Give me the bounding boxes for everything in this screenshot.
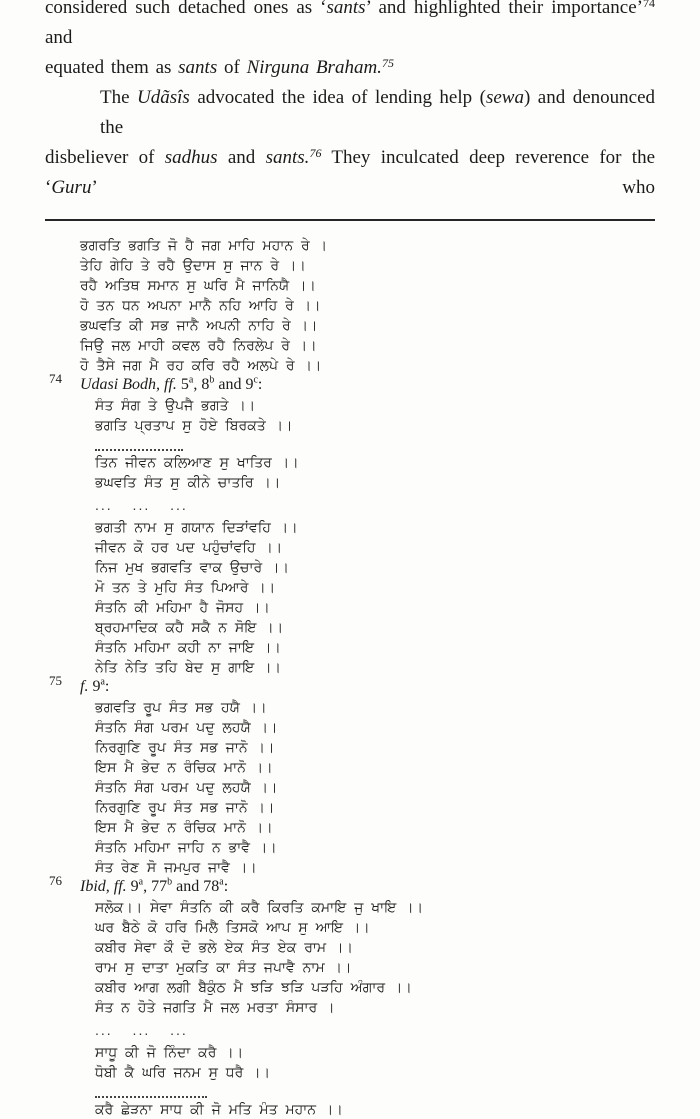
text-run: equated them as: [45, 57, 179, 78]
gurmukhi-verse-line: ਭਗਤਿ ਪ੍ਰਤਾਪ ਸੁ ਹੋਏ ਬਿਰਕਤੇ ।।: [95, 417, 293, 433]
text-run: :: [223, 878, 229, 895]
footnote-source: [80, 375, 655, 395]
footnote-number: 75: [49, 673, 62, 688]
gurmukhi-verse-line: ਤੇਹਿ ਗੇਹਿ ਤੇ ਰਹੈ ਉਦਾਸ ਸੁ ਜਾਨ ਰੇ ।।: [80, 257, 306, 273]
gurmukhi-verse-line: ਭਘਵਤਿ ਕੀ ਸਭ ਜਾਨੈ ਅਪਨੀ ਨਾਹਿ ਰੇ ।।: [80, 317, 318, 333]
body-paragraph-line: [45, 143, 655, 203]
omission-dotted-separator: [95, 438, 655, 450]
gurmukhi-verse-line: ਰਹੈ ਅਤਿਥ ਸਮਾਨ ਸੁ ਘਰਿ ਮੈ ਜਾਨਿਯੈ ।।: [80, 277, 316, 293]
text-run: and: [45, 27, 73, 48]
gurmukhi-verse-line: ਇਸ ਮੈ ਭੇਦ ਨ ਰੰਚਿਕ ਮਾਨੋ ।।: [95, 819, 273, 835]
gurmukhi-verse-line: ਸੰਤਨਿ ਮਹਿਮਾ ਜਾਹਿ ਨ ਭਾਵੈ ।।: [95, 839, 277, 855]
gurmukhi-verse-line: ਜਿਉ ਜਲ ਮਾਹੀ ਕਵਲ ਰਹੈ ਨਿਰਲੇਪ ਰੇ ।।: [80, 337, 317, 353]
italic-run: Guru: [51, 177, 92, 198]
gurmukhi-verse-line: ਭਘਵਤਿ ਸੰਤ ਸੁ ਕੀਨੇ ਚਾਤਰਿ ।।: [95, 474, 281, 490]
text-run: 9: [88, 678, 101, 695]
italic-run: sewa: [485, 87, 524, 108]
text-run: advocated the idea of lending help (: [189, 87, 486, 108]
dotted-line: [95, 1087, 207, 1098]
italic-run: sants.: [265, 147, 310, 168]
gurmukhi-verse-line: ਕਰੈ ਛੇੜਨਾ ਸਾਧ ਕੀ ਜੋ ਮਤਿ ਮੰਤ ਮਹਾਨ ।।: [95, 1101, 343, 1117]
text-run: , 77: [143, 878, 168, 895]
text-run: and: [217, 147, 266, 168]
text-run: and 9: [214, 376, 254, 393]
footnote-ref-76: 76: [309, 146, 322, 160]
italic-run: sants: [326, 0, 366, 18]
gurmukhi-verse-line: ਸੰਤਨਿ ਮਹਿਮਾ ਕਹੀ ਨਾ ਜਾਇ ।।: [95, 639, 281, 655]
gurmukhi-verse-group: [95, 697, 655, 877]
gurmukhi-verse-line: ਜੀਵਨ ਕੋ ਹਰ ਪਦ ਪਹੁੰਚਾਂਵਹਿ ।।: [95, 539, 283, 555]
source-title: Udasi Bodh, ff.: [80, 376, 177, 393]
gurmukhi-verse-line: ਘਰ ਬੈਠੇ ਕੋ ਹਰਿ ਮਿਲੈ ਤਿਸਕੋ ਆਪ ਸੁ ਆਇ ।।: [95, 919, 370, 935]
footnote-ref-75: 75: [381, 56, 394, 70]
body-paragraph-line: [45, 83, 655, 143]
footnote-74: [49, 371, 655, 677]
italic-run: Udãsîs: [137, 87, 190, 108]
gurmukhi-verse-line: ਮੋ ਤਨ ਤੇ ਮੁਹਿ ਸੰਤ ਪਿਆਰੇ ।।: [95, 579, 276, 595]
footnote-source: [80, 877, 655, 897]
omission-ellipsis: ... ... ...: [95, 497, 188, 513]
gurmukhi-verse-line: ਬ੍ਰਹਮਾਦਿਕ ਕਹੈ ਸਕੈ ਨ ਸੋਇ ।।: [95, 619, 284, 635]
gurmukhi-verse-line: ਨੇਤਿ ਨੇਤਿ ਤਹਿ ਬੇਦ ਸੁ ਗਾਇ ।।: [95, 659, 281, 675]
text-run: ’ and highlighted their importance’: [365, 0, 643, 18]
body-paragraph-line: [45, 0, 655, 53]
footnote-number: 74: [49, 371, 62, 386]
gurmukhi-verse-group: [80, 235, 655, 375]
gurmukhi-verse-line: ਸਾਧੂ ਕੀ ਜੋ ਨਿੰਦਾ ਕਰੈ ।।: [95, 1044, 244, 1060]
source-title: f.: [80, 678, 89, 695]
folio-sup: b: [167, 876, 173, 888]
text-run: considered such detached ones as ‘: [45, 0, 327, 18]
folio-sup: a: [219, 876, 224, 888]
text-run: The: [100, 87, 138, 108]
folio-sup: c: [253, 374, 258, 386]
footnote-source: [80, 677, 655, 697]
gurmukhi-verse-line: ਨਿਰਗੁਣਿ ਰੂਪ ਸੰਤ ਸਭ ਜਾਨੋ ।।: [95, 739, 275, 755]
gurmukhi-verse-line: ਸੰਤਨਿ ਸੰਗ ਪਰਮ ਪਦੁ ਲਹਯੈ ।।: [95, 719, 278, 735]
folio-sup: a: [188, 374, 194, 386]
italic-run: sadhus: [164, 147, 218, 168]
folio-sup: a: [100, 676, 105, 688]
gurmukhi-verse-line: ਨਿਰਗੁਣਿ ਰੂਪ ਸੰਤ ਸਭ ਜਾਨੋ ।।: [95, 799, 275, 815]
gurmukhi-verse-line: ਭਗਵਤਿ ਰੂਪ ਸੰਤ ਸਭ ਹਯੈ ।।: [95, 699, 267, 715]
gurmukhi-verse-line: ਤਿਨ ਜੀਵਨ ਕਲਿਆਣ ਸੁ ਖਾਤਿਰ ।।: [95, 454, 299, 470]
gurmukhi-verse-line: ਧੋਬੀ ਕੈ ਘਰਿ ਜਨਮ ਸੁ ਧਰੈ ।।: [95, 1064, 271, 1080]
gurmukhi-verse-line: ਇਸ ਮੈ ਭੇਦ ਨ ਰੰਚਿਕ ਮਾਨੋ ।।: [95, 759, 273, 775]
gurmukhi-verse-line: ਭਗਰਤਿ ਭਗਤਿ ਜੋ ਹੈ ਜਗ ਮਾਹਿ ਮਹਾਨ ਰੇ ।: [80, 237, 328, 253]
footnote-area: [45, 235, 655, 1119]
footnote-75: [49, 673, 655, 877]
text-run: , 8: [193, 376, 210, 393]
text-run: 9: [126, 878, 139, 895]
gurmukhi-verse-line: ਰਾਮ ਸੁ ਦਾਤਾ ਮੁਕਤਿ ਕਾ ਸੰਤ ਜਪਾਵੈ ਨਾਮ ।।: [95, 959, 352, 975]
text-run: :: [257, 376, 263, 393]
text-run: disbeliever of: [45, 147, 165, 168]
folio-sup: a: [138, 876, 144, 888]
gurmukhi-verse-line: ਕਬੀਰ ਸੇਵਾ ਕੌ ਦੋ ਭਲੇ ਏਕ ਸੰਤ ਏਕ ਰਾਮ ।।: [95, 939, 353, 955]
gurmukhi-verse-line: ਨਿਜ ਮੁਖ ਭਗਵਤਿ ਵਾਕ ਉਚਾਰੇ ।।: [95, 559, 289, 575]
omission-ellipsis: ... ... ...: [95, 1022, 188, 1038]
gurmukhi-verse-line: ਸੰਤ ਨ ਹੋਤੇ ਜਗਤਿ ਮੈ ਜਲ ਮਰਤਾ ਸੰਸਾਰ ।: [95, 999, 335, 1015]
gurmukhi-verse-line: ਸੰਤ ਰੇਣ ਸੋ ਜਮਪੁਰ ਜਾਵੈ ।।: [95, 859, 257, 875]
gurmukhi-verse-line: ਹੋ ਤਨ ਧਨ ਅਪਨਾ ਮਾਨੈ ਨਹਿ ਆਹਿ ਰੇ ।।: [80, 297, 321, 313]
italic-run: Nirguna Braham.: [246, 57, 382, 78]
text-run: They inculcated deep reverence for the ‘: [45, 147, 656, 198]
footnote-number: 76: [49, 873, 62, 888]
gurmukhi-verse-group: [95, 395, 655, 677]
text-run: :: [104, 678, 110, 695]
gurmukhi-verse-line: ਸੰਤਨਿ ਕੀ ਮਹਿਮਾ ਹੈ ਜੋਸਹ ।।: [95, 599, 270, 615]
gurmukhi-verse-line: ਸਲੋਕ।। ਸੇਵਾ ਸੰਤਨਿ ਕੀ ਕਰੈ ਕਿਰਤਿ ਕਮਾਇ ਜੁ ਖਾਇ ।।: [95, 899, 424, 915]
gurmukhi-verse-line: ਕਬੀਰ ਆਗ ਲਗੀ ਬੈਕੁੰਠ ਮੈ ਝੜਿ ਝੜਿ ਪੜਹਿ ਅੰਗਾਰ ।।: [95, 979, 412, 995]
dotted-line: [95, 440, 183, 451]
source-title: Ibid, ff.: [80, 878, 127, 895]
footnote-separator-rule: [45, 219, 655, 221]
gurmukhi-verse-line: ਹੋ ਤੈਸੇ ਜਗ ਮੈ ਰਹ ਕਰਿ ਰਹੈ ਅਲਪੇ ਰੇ ।।: [80, 357, 322, 373]
text-run: 5: [176, 376, 189, 393]
gurmukhi-verse-line: ਸੰਤ ਸੰਗ ਤੇ ਉਪਜੈ ਭਗਤੇ ।।: [95, 397, 256, 413]
footnote-continuation: [80, 235, 655, 375]
gurmukhi-verse-group: [95, 897, 655, 1119]
omission-dotted-separator: [95, 1085, 655, 1097]
text-run: and 78: [172, 878, 220, 895]
text-run: of: [217, 57, 247, 78]
body-paragraph-line: [45, 53, 655, 83]
body-text: [45, 0, 655, 203]
italic-run: sants: [178, 57, 218, 78]
text-run: ) and denounced the: [100, 87, 656, 138]
text-run: ’ who: [91, 177, 655, 198]
gurmukhi-verse-line: ਭਗਤੀ ਨਾਮ ਸੁ ਗਯਾਨ ਦਿੜਾਂਵਹਿ ।।: [95, 519, 298, 535]
folio-sup: b: [209, 374, 215, 386]
footnote-76: [49, 873, 655, 1119]
gurmukhi-verse-line: ਸੰਤਨਿ ਸੰਗ ਪਰਮ ਪਦੁ ਲਹਯੈ ।।: [95, 779, 278, 795]
footnote-ref-74: 74: [643, 0, 655, 10]
